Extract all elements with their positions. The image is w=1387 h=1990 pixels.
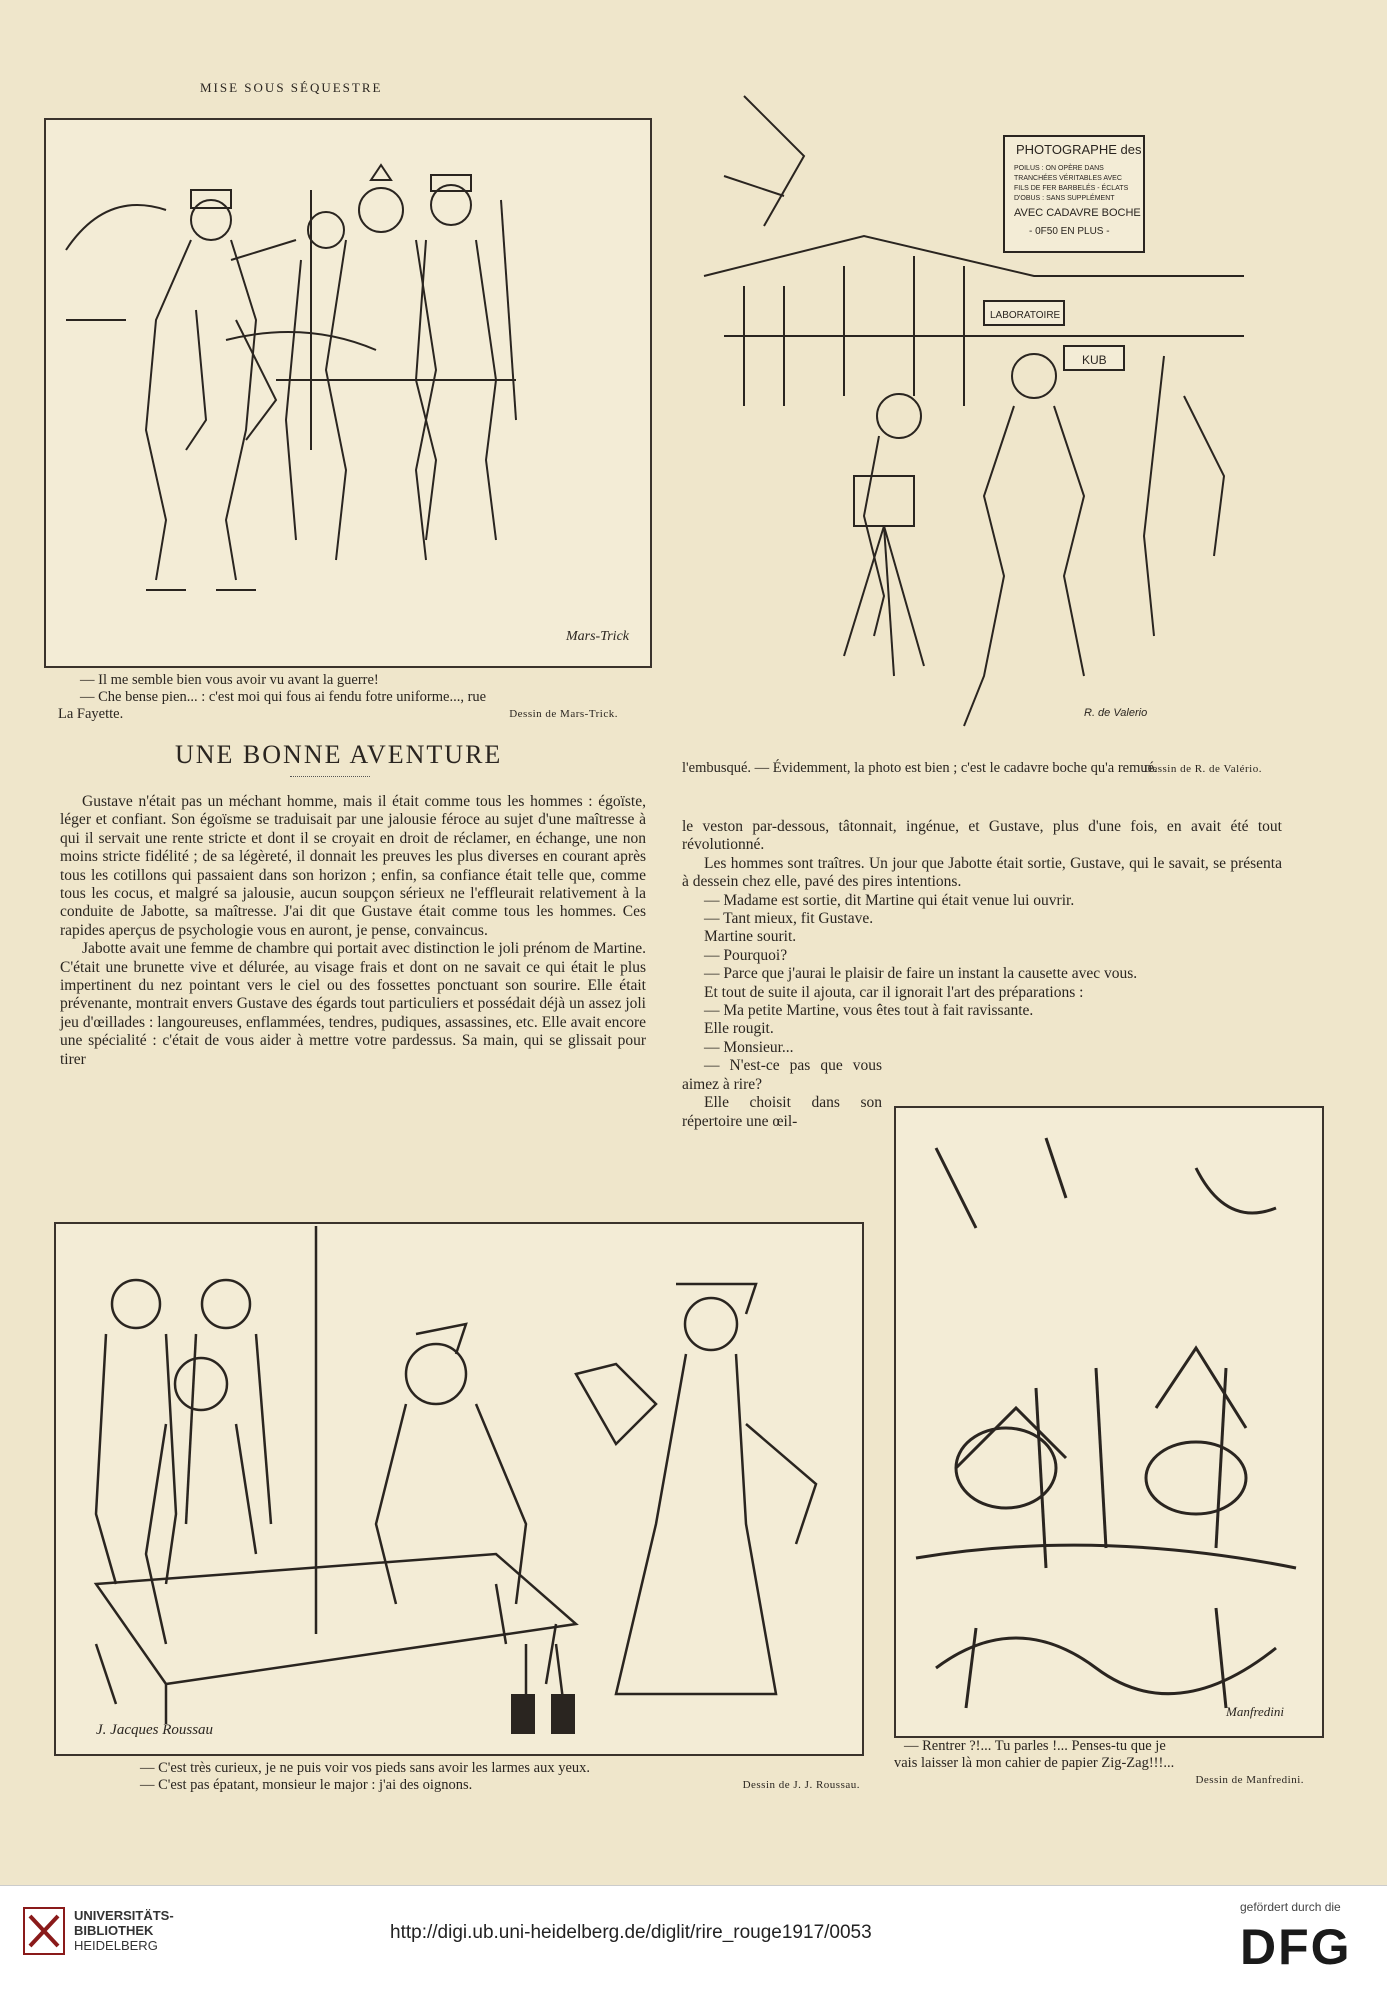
- university-library-name: [74, 1908, 174, 1953]
- sign-line: FILS DE FER BARBELÉS - ÉCLATS: [1014, 185, 1129, 192]
- paragraph: — N'est-ce pas que vous aimez à rire?: [682, 1057, 882, 1093]
- illustration-bottom-right: [894, 1106, 1324, 1738]
- credit: Dessin de J. J. Roussau.: [742, 1779, 860, 1791]
- library-line: UNIVERSITÄTS-: [74, 1908, 174, 1923]
- paragraph: Martine sourit.: [704, 928, 797, 946]
- paragraph: le veston par-dessous, tâtonnait, ingénue, et Gustave, plus d'une fois, en avait été tout révolutionné.: [682, 818, 1282, 854]
- caption-line: — Rentrer ?!... Tu parles !... Penses-tu que je: [904, 1738, 1166, 1754]
- caption-line: La Fayette.: [58, 706, 124, 722]
- credit: Dessin de R. de Valério.: [1143, 763, 1262, 775]
- paragraph: Jabotte avait une femme de chambre qui portait avec distinction le joli prénom de Martine. C'était une brunette vive et délurée, au visage frais et dont on ne savait ce qui était le plus impertinent du nez pointant vers le ciel ou des fossettes ponctuant son sourire. Elle était prévenante, montrait envers Gustave des égards tout particuliers et possédait déjà un assez joli jeu d'œillades : langoureuses, enflammées, tendres, pudiques, assassines, etc. Elle avait encore une spécialité : c'était de vous aider à mettre votre pardessus. Sa main, qui se glissait pour tirer: [60, 940, 646, 1068]
- paragraph: Elle choisit dans son répertoire une œil-: [682, 1094, 882, 1130]
- paragraph: Et tout de suite il ajouta, car il ignorait l'art des préparations :: [704, 983, 1084, 1001]
- paragraph: — Madame est sortie, dit Martine qui était venue lui ouvrir.: [704, 891, 1075, 909]
- sign-line: TRANCHÉES VÉRITABLES AVEC: [1014, 175, 1122, 182]
- credit: Dessin de Mars-Trick.: [509, 708, 618, 720]
- paragraph: — Pourquoi?: [704, 946, 788, 964]
- paragraph: — Ma petite Martine, vous êtes tout à fait ravissante.: [704, 1002, 1034, 1020]
- infirmary-drawing: [56, 1224, 862, 1754]
- paragraph: Les hommes sont traîtres. Un jour que Jabotte était sortie, Gustave, qui le savait, se présenta à dessein chez elle, pavé des pires intentions.: [682, 854, 1282, 891]
- caption-bottom-left: [140, 1760, 860, 1794]
- sign-line: - 0F50 EN PLUS -: [1029, 226, 1110, 237]
- photographer-drawing: [684, 76, 1284, 756]
- caption-line: — C'est très curieux, je ne puis voir vos pieds sans avoir les larmes aux yeux.: [140, 1760, 591, 1776]
- university-seal-icon: [22, 1906, 66, 1956]
- soldiers-drawing: [46, 120, 650, 666]
- story-title: UNE BONNE AVENTURE: [175, 740, 503, 769]
- dfg-logo: DFG: [1240, 1919, 1352, 1975]
- caption-top-right: [682, 760, 1282, 778]
- sign-line: POILUS : ON OPÈRE DANS: [1014, 165, 1104, 172]
- sign-title: PHOTOGRAPHE des: [1016, 142, 1142, 157]
- sign-line: AVEC CADAVRE BOCHE: [1014, 207, 1141, 219]
- caption-line: — Il me semble bien vous avoir vu avant la guerre!: [80, 672, 379, 688]
- caption-bottom-right: [894, 1738, 1324, 1789]
- label-laboratoire: LABORATOIRE: [990, 310, 1061, 321]
- caption-top-left: [58, 672, 640, 723]
- paragraph: Gustave n'était pas un méchant homme, mais il était comme tous les hommes : égoïste, léger et confiant. Son égoïsme se traduisait par une jalousie féroce au sujet d'une maîtresse à qui il servait une rente stricte et dont il se croyait en droit de réclamer, en échange, une non moins stricte fidélité ; de sa légèreté, il donnait les preuves les plus diverses en courant après tous les cotillons qui passaient dans son horizon ; enfin, sa confiance était telle que, comme tous les cocus, et malgré sa jalousie, aucun soupçon sérieux ne l'effleurait relativement à la conduite de Jabotte, sa maîtresse. J'ai dit que Gustave était comme tous les hommes. Ces rapides aperçus de psychologie vous en auront, je pense, convaincus.: [60, 793, 646, 939]
- caption-line: — Che bense pien... : c'est moi qui fous ai fendu fotre uniforme..., rue: [80, 689, 487, 705]
- paragraph: — Monsieur...: [704, 1038, 794, 1056]
- story-right-column: [682, 818, 1282, 1131]
- signature-mars-trick: Mars-Trick: [566, 629, 629, 644]
- permalink-url[interactable]: http://digi.ub.uni-heidelberg.de/diglit/rire_rouge1917/0053: [390, 1922, 872, 1943]
- paragraph: — Parce que j'aurai le plaisir de faire un instant la causette avec vous.: [704, 965, 1138, 983]
- library-line: BIBLIOTHEK: [74, 1923, 154, 1938]
- caption-line: — C'est pas épatant, monsieur le major : j'ai des oignons.: [140, 1777, 473, 1793]
- label-kub: KUB: [1082, 353, 1107, 367]
- illustration-top-left: [44, 118, 652, 668]
- signature-manfredini: Manfredini: [1226, 1704, 1285, 1719]
- running-head: MISE SOUS SÉQUESTRE: [200, 80, 383, 95]
- paragraph: — Tant mieux, fit Gustave.: [704, 910, 874, 928]
- trench-drawing: [896, 1108, 1322, 1736]
- signature-valerio: R. de Valerio: [1084, 707, 1148, 719]
- illustration-bottom-left: [54, 1222, 864, 1756]
- caption-text: l'embusqué. — Évidemment, la photo est bien ; c'est le cadavre boche qu'a remué.: [682, 760, 1158, 776]
- story-left-column: [60, 793, 646, 1069]
- signature-roussau: J. Jacques Roussau: [96, 1722, 214, 1738]
- credit: Dessin de Manfredini.: [1195, 1774, 1304, 1786]
- illustration-top-right: [684, 76, 1284, 756]
- library-line: HEIDELBERG: [74, 1938, 158, 1953]
- sign-line: D'OBUS : SANS SUPPLÉMENT: [1014, 195, 1115, 202]
- caption-line: vais laisser là mon cahier de papier Zig-Zag!!!...: [894, 1755, 1175, 1771]
- funding-note: gefördert durch die: [1240, 1900, 1341, 1914]
- footer-bar: [0, 1885, 1387, 1990]
- title-ornament: [290, 772, 370, 777]
- paragraph: Elle rougit.: [704, 1020, 774, 1038]
